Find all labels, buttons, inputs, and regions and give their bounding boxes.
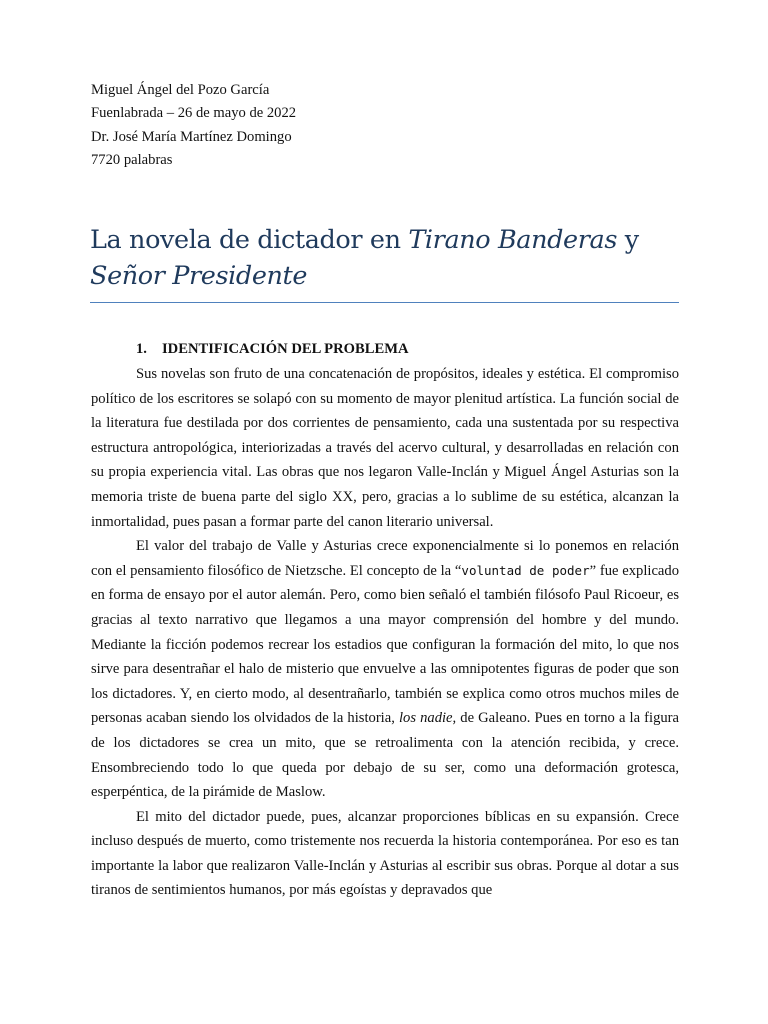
title-italic-2: Señor Presidente xyxy=(90,261,308,291)
paragraph-3: El mito del dictador puede, pues, alcanzar proporciones bíblicas en su expansión. Crece incluso después de muerto, como tristemente nos recuerda la historia contemporánea. Por eso es tan importante la labor que realizaron Valle-Inclán y Asturias al escribir sus obras. Porque al dotar a sus tiranos de sentimientos humanos, por más egoístas y depravados que xyxy=(91,808,679,899)
title-text-2: y xyxy=(617,225,639,255)
paragraph-2-text-c: de Galeano. Pues en torno a la figura de los dictadores se crea un mito, que se retroalimenta con la atención recibida, y crece. Ensombreciendo todo lo que queda por debajo de su ser, como una deformación grotesca, esperpéntica, de la pirámide de Maslow. xyxy=(91,710,679,801)
paragraph-2-text-b: ” fue explicado en forma de ensayo por el autor alemán. Pero, como bien señaló el también filósofo Paul Ricoeur, es gracias al texto narrativo que llegamos a una mayor comprensión del hombre y del mundo. Mediante la ficción podemos recrear los estadios que configuran la formación del mito, lo que nos sirve para desentrañar el halo de misterio que envuelve a las omnipotentes figuras de poder que son los dictadores. Y, en cierto modo, al desentrañarlo, también se explica como otros muchos miles de personas acaban siendo los olvidados de la historia, xyxy=(91,562,679,727)
title-text-1: La novela de dictador en xyxy=(90,225,409,255)
paragraph-2 xyxy=(91,534,679,805)
section-number: 1. xyxy=(136,341,147,357)
word-count: 7720 palabras xyxy=(91,151,173,168)
section-heading xyxy=(136,338,409,361)
supervisor-name: Dr. José María Martínez Domingo xyxy=(91,128,292,145)
paragraph-2-italic: los nadie, xyxy=(398,710,457,727)
title-block xyxy=(90,222,679,303)
document-title xyxy=(90,222,679,294)
paragraph-1: Sus novelas son fruto de una concatenación de propósitos, ideales y estética. El compromiso político de los escritores se solapó con su momento de mayor plenitud artística. La función social de la literatura fue destilada por dos corrientes de pensamiento, cada una sustentada por su respectiva estructura antropológica, interiorizadas a través del acervo cultural, y desarrolladas en relación con su propia experiencia vital. Las obras que nos legaron Valle-Inclán y Miguel Ángel Asturias son la memoria triste de buena parte del siglo XX, pero, gracias a lo sublime de su estética, alcanzan la inmortalidad, pues pasan a formar parte del canon literario universal. xyxy=(91,366,679,530)
paragraph-2-text-a: El valor del trabajo de Valle y Asturias crece exponencialmente si lo ponemos en relación con el pensamiento filosófico de Nietzsche. El concepto de la “ xyxy=(91,538,679,579)
title-divider xyxy=(90,302,679,303)
document-header xyxy=(91,79,296,172)
section-title: IDENTIFICACIÓN DEL PROBLEMA xyxy=(162,341,409,357)
place-date: Fuenlabrada – 26 de mayo de 2022 xyxy=(91,105,297,122)
body-text xyxy=(91,362,679,903)
author-name: Miguel Ángel del Pozo García xyxy=(91,82,270,98)
paragraph-2-code-term: voluntad de poder xyxy=(461,562,590,578)
title-italic-1: Tirano Banderas xyxy=(408,225,618,255)
